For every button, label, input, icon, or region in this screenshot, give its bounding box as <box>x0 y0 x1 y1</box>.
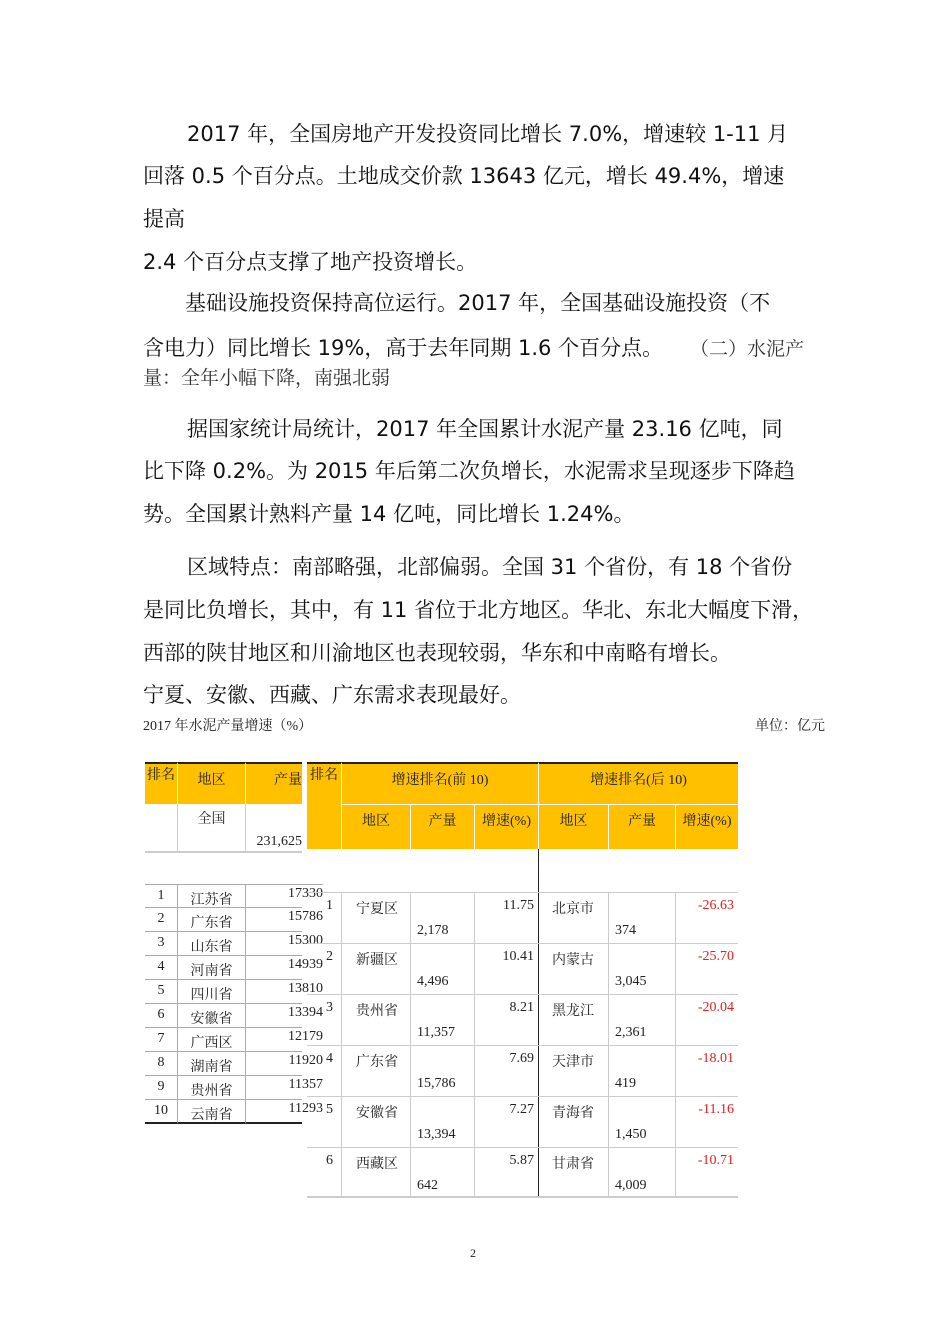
cell-text: -18.01 <box>697 1051 734 1066</box>
growth-cell <box>675 1096 738 1147</box>
growth-cell <box>675 892 738 943</box>
cell-text: 419 <box>615 1076 636 1091</box>
cell-text: 贵州省 <box>356 1004 398 1019</box>
cell-text: 广东省 <box>190 916 233 931</box>
output-cell <box>410 1096 474 1147</box>
rank-cell <box>307 943 341 994</box>
header-output <box>245 762 302 804</box>
paragraph-line: 提高 <box>143 207 185 231</box>
growth-cell <box>474 1045 538 1096</box>
rank-cell <box>307 1147 341 1198</box>
cell-text: 13,394 <box>417 1127 456 1142</box>
national-rank <box>145 804 177 853</box>
section-heading: 量：全年小幅下降，南强北弱 <box>143 367 391 389</box>
rank-cell <box>307 892 341 943</box>
rank-cell <box>145 980 177 1004</box>
cell-text: 山东省 <box>190 940 233 955</box>
cell-text: 1 <box>157 888 165 903</box>
output-divider <box>245 980 302 1004</box>
sub-header <box>341 804 410 849</box>
output-divider <box>245 1052 302 1076</box>
output-cell <box>410 1147 474 1198</box>
region-cell <box>177 1052 245 1076</box>
cell-text: 1,450 <box>615 1127 647 1142</box>
output-divider <box>245 1028 302 1052</box>
header-region <box>177 762 245 804</box>
cell-text: 5.87 <box>509 1153 534 1168</box>
rank-cell <box>307 1045 341 1096</box>
output-divider <box>245 1100 302 1124</box>
cell-text: 4,009 <box>615 1178 647 1193</box>
cell-text: 7.69 <box>509 1051 534 1066</box>
national-region <box>177 804 245 853</box>
growth-cell <box>474 943 538 994</box>
rank-cell <box>145 956 177 980</box>
sub-header <box>474 804 538 849</box>
region-cell <box>177 908 245 932</box>
cell-text: 地区 <box>362 814 390 829</box>
cell-text: 13394 <box>288 1005 323 1020</box>
cell-text: 9 <box>157 1079 165 1094</box>
cell-text: 2 <box>326 949 333 964</box>
rank-cell <box>145 1028 177 1052</box>
paragraph-line: 2017 年，全国房地产开发投资同比增长 7.0%，增速较 1-11 月 <box>187 122 789 146</box>
cell-text: 新疆区 <box>356 953 398 968</box>
cell-text: 2,178 <box>417 923 449 938</box>
cell-text: 增速(%) <box>682 814 732 829</box>
cell-text: 11,357 <box>417 1025 455 1040</box>
cell-text: -25.70 <box>697 949 734 964</box>
region-cell <box>177 1004 245 1028</box>
header-rank <box>145 762 177 804</box>
cell-text: 3 <box>157 935 165 950</box>
table-caption: 2017 年水泥产量增速（%） <box>143 719 313 734</box>
cell-text: 产量 <box>428 814 457 829</box>
region-cell <box>177 1100 245 1124</box>
cell-text: 地区 <box>197 773 226 788</box>
rank-cell <box>307 994 341 1045</box>
cell-text: 4 <box>157 959 165 974</box>
region-cell <box>341 1045 410 1096</box>
output-cell <box>410 892 474 943</box>
region-cell <box>341 892 410 943</box>
cell-text: 产量 <box>274 773 302 788</box>
cell-text: 广西区 <box>190 1036 233 1051</box>
cell-text: 湖南省 <box>190 1060 233 1075</box>
cell-text: 4 <box>326 1051 333 1066</box>
cell-text: 15300 <box>288 933 323 948</box>
cell-text: 青海省 <box>552 1106 594 1121</box>
paragraph-line: 回落 0.5 个百分点。土地成交价款 13643 亿元，增长 49.4%，增速 <box>143 164 785 188</box>
cell-text: -11.16 <box>698 1102 734 1117</box>
cell-text: 14939 <box>288 957 323 972</box>
cell-text: 产量 <box>628 814 656 829</box>
rank-cell <box>145 1076 177 1100</box>
paragraph-line: 势。全国累计熟料产量 14 亿吨，同比增长 1.24%。 <box>143 502 635 526</box>
cell-text: 12179 <box>288 1029 323 1044</box>
cell-text: 增速排名(后 10) <box>590 773 687 788</box>
region-cell <box>177 980 245 1004</box>
rank-cell <box>145 884 177 908</box>
paragraph-line: 含电力）同比增长 19%，高于去年同期 1.6 个百分点。 <box>143 336 664 360</box>
region-cell <box>538 892 608 943</box>
cell-text: 排名 <box>310 768 338 783</box>
region-cell <box>341 1096 410 1147</box>
cell-text: 增速排名(前 10) <box>391 773 489 788</box>
output-cell <box>410 943 474 994</box>
region-cell <box>538 994 608 1045</box>
sub-header <box>410 804 474 849</box>
cell-text: 10 <box>154 1103 168 1118</box>
region-cell <box>538 1045 608 1096</box>
paragraph-line: 2.4 个百分点支撑了地产投资增长。 <box>143 250 478 274</box>
cell-text: 374 <box>615 923 636 938</box>
cell-text: 广东省 <box>356 1055 398 1070</box>
rank-cell <box>145 1004 177 1028</box>
rank-cell <box>145 908 177 932</box>
cell-text: 6 <box>157 1007 165 1022</box>
cell-text: 8 <box>157 1055 165 1070</box>
output-cell <box>608 1147 675 1198</box>
output-cell <box>410 1045 474 1096</box>
rank-cell <box>145 1100 177 1124</box>
output-cell <box>608 892 675 943</box>
growth-cell <box>474 1147 538 1198</box>
cell-text: 11.75 <box>503 898 534 913</box>
growth-cell <box>675 943 738 994</box>
rank-cell <box>307 1096 341 1147</box>
region-cell <box>177 956 245 980</box>
cell-text: 15,786 <box>417 1076 456 1091</box>
cell-text: 内蒙古 <box>552 953 594 968</box>
sub-header <box>675 804 738 849</box>
cell-text: -10.71 <box>697 1153 734 1168</box>
cell-text: 6 <box>326 1153 333 1168</box>
cell-text: 黑龙江 <box>552 1004 594 1019</box>
cell-text: 甘肃省 <box>552 1157 594 1172</box>
region-cell <box>341 943 410 994</box>
header-bottom10 <box>538 762 738 804</box>
region-cell <box>177 1028 245 1052</box>
sub-header <box>538 804 608 849</box>
growth-cell <box>474 994 538 1045</box>
cell-text: 四川省 <box>190 988 233 1003</box>
cell-text: 贵州省 <box>190 1084 233 1099</box>
rank-cell <box>145 932 177 956</box>
output-divider <box>245 908 302 932</box>
output-cell <box>608 943 675 994</box>
header-top10 <box>341 762 538 804</box>
cell-text: 7 <box>157 1031 165 1046</box>
output-divider <box>245 1004 302 1028</box>
cell-text: 江苏省 <box>190 893 233 908</box>
cell-text: 7.27 <box>509 1102 534 1117</box>
region-cell <box>538 943 608 994</box>
cell-text: 北京市 <box>552 902 594 917</box>
cell-text: 2,361 <box>615 1025 647 1040</box>
cell-text: 11293 <box>288 1101 323 1116</box>
paragraph-line: 是同比负增长，其中，有 11 省位于北方地区。华北、东北大幅度下滑， <box>143 598 814 622</box>
cell-text: 15786 <box>288 909 323 924</box>
region-cell <box>341 1147 410 1198</box>
paragraph-line: 区域特点：南部略强，北部偏弱。全国 31 个省份，有 18 个省份 <box>187 555 793 579</box>
cell-text: 11357 <box>288 1077 323 1092</box>
cell-text: 宁夏区 <box>356 902 398 917</box>
paragraph-line: 据国家统计局统计，2017 年全国累计水泥产量 23.16 亿吨，同 <box>187 417 783 441</box>
cell-text: 西藏区 <box>356 1157 398 1172</box>
unit-label: 单位：亿元 <box>755 719 825 734</box>
region-cell <box>341 994 410 1045</box>
national-output <box>245 804 302 853</box>
cell-text: 231,625 <box>256 834 302 849</box>
cell-text: 增速(%) <box>482 814 531 829</box>
output-cell <box>608 1045 675 1096</box>
output-divider <box>245 932 302 956</box>
output-cell <box>410 994 474 1045</box>
cell-text: 天津市 <box>552 1055 594 1070</box>
cell-text: -20.04 <box>697 1000 734 1015</box>
cell-text: 4,496 <box>417 974 449 989</box>
output-cell <box>608 1096 675 1147</box>
cell-text: 云南省 <box>190 1108 233 1123</box>
cell-text: 11920 <box>288 1053 323 1068</box>
output-cell <box>608 994 675 1045</box>
growth-cell <box>474 1096 538 1147</box>
page-number: 2 <box>470 1246 476 1260</box>
cell-text: 1 <box>326 898 333 913</box>
output-divider <box>245 1076 302 1100</box>
cell-text: 河南省 <box>190 964 233 979</box>
growth-cell <box>474 892 538 943</box>
output-divider <box>245 884 302 908</box>
cell-text: 安徽省 <box>356 1106 398 1121</box>
growth-cell <box>675 1045 738 1096</box>
cell-text: 排名 <box>147 768 175 783</box>
cell-text: 3 <box>326 1000 333 1015</box>
paragraph-line: 基础设施投资保持高位运行。2017 年，全国基础设施投资（不 <box>185 291 771 315</box>
section-heading: （二）水泥产 <box>690 338 805 360</box>
header-rank-right <box>307 762 341 849</box>
region-cell <box>177 884 245 908</box>
paragraph-line: 宁夏、安徽、西藏、广东需求表现最好。 <box>143 683 521 707</box>
cell-text: 13810 <box>288 981 323 996</box>
region-cell <box>177 932 245 956</box>
cell-text: 17330 <box>288 886 323 901</box>
rank-cell <box>145 1052 177 1076</box>
paragraph-line: 比下降 0.2%。为 2015 年后第二次负增长，水泥需求呈现逐步下降趋 <box>143 459 795 483</box>
cell-text: 8.21 <box>509 1000 534 1015</box>
region-cell <box>177 1076 245 1100</box>
growth-cell <box>675 994 738 1045</box>
cell-text: -26.63 <box>697 898 734 913</box>
paragraph-line: 西部的陕甘地区和川渝地区也表现较弱，华东和中南略有增长。 <box>143 641 731 665</box>
output-divider <box>245 956 302 980</box>
cell-text: 地区 <box>559 814 588 829</box>
cell-text: 5 <box>157 983 165 998</box>
growth-cell <box>675 1147 738 1198</box>
cell-text: 642 <box>417 1178 438 1193</box>
cell-text: 5 <box>326 1102 333 1117</box>
sub-header <box>608 804 675 849</box>
cell-text: 全国 <box>197 812 226 827</box>
region-cell <box>538 1147 608 1198</box>
cell-text: 2 <box>157 911 165 926</box>
region-cell <box>538 1096 608 1147</box>
cell-text: 安徽省 <box>190 1012 233 1027</box>
cell-text: 3,045 <box>615 974 647 989</box>
cell-text: 10.41 <box>502 949 534 964</box>
